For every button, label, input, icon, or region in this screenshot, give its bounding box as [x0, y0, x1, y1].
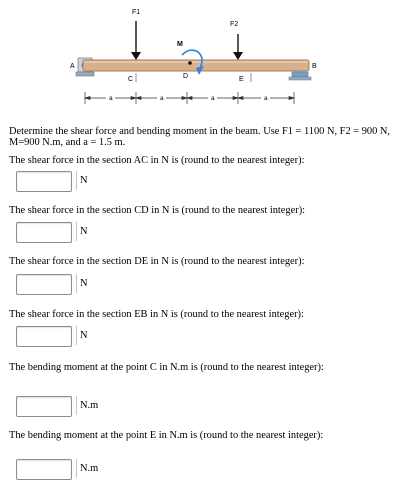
shear-eb-input[interactable] [16, 326, 72, 347]
unit-label: N [76, 222, 88, 241]
right-support [289, 72, 311, 80]
question-moment-e: The bending moment at the point E in N.m is (round to the nearest integer): [9, 430, 324, 441]
moment-c-input[interactable] [16, 396, 72, 417]
question-moment-c: The bending moment at the point C in N.m is (round to the nearest integer): [9, 362, 324, 373]
label-e: E [239, 76, 244, 83]
question-shear-cd: The shear force in the section CD in N is (round to the nearest integer): [9, 205, 306, 216]
question-shear-eb: The shear force in the section EB in N is (round to the nearest integer): [9, 309, 304, 320]
unit-label: N [76, 274, 88, 293]
question-shear-de: The shear force in the section DE in N is (round to the nearest integer): [9, 256, 305, 267]
unit-label: N [76, 171, 88, 190]
problem-statement: Determine the shear force and bending moment in the beam. Use F1 = 1100 N, F2 = 900 N, M=900 N.m, and a = 1.5 m. [9, 126, 390, 148]
label-a: A [70, 63, 75, 70]
f1-arrow [131, 21, 141, 60]
shear-de-input[interactable] [16, 274, 72, 295]
dim-label-ac: a [109, 95, 113, 102]
unit-label: N [76, 326, 88, 345]
unit-label: N.m [76, 459, 98, 478]
label-f2: F2 [230, 21, 239, 28]
dim-label-cd: a [160, 95, 164, 102]
answer-row-shear-de [16, 274, 88, 293]
f2-arrow [233, 34, 243, 60]
unit-label: N.m [76, 396, 98, 415]
moment-e-input[interactable] [16, 459, 72, 480]
label-m: M [177, 41, 183, 48]
label-b: B [312, 63, 317, 70]
answer-row-shear-cd [16, 222, 88, 241]
label-f1: F1 [132, 9, 141, 16]
answer-row-shear-ac [16, 171, 88, 190]
shear-cd-input[interactable] [16, 222, 72, 243]
beam-diagram [0, 0, 402, 118]
shear-ac-input[interactable] [16, 171, 72, 192]
label-c: C [128, 76, 134, 83]
answer-row-moment-c [16, 396, 98, 415]
dim-label-de: a [211, 95, 215, 102]
question-shear-ac: The shear force in the section AC in N is (round to the nearest integer): [9, 155, 305, 166]
dim-label-eb: a [264, 95, 268, 102]
answer-row-shear-eb [16, 326, 88, 345]
label-d: D [183, 73, 189, 80]
answer-row-moment-e [16, 459, 98, 478]
